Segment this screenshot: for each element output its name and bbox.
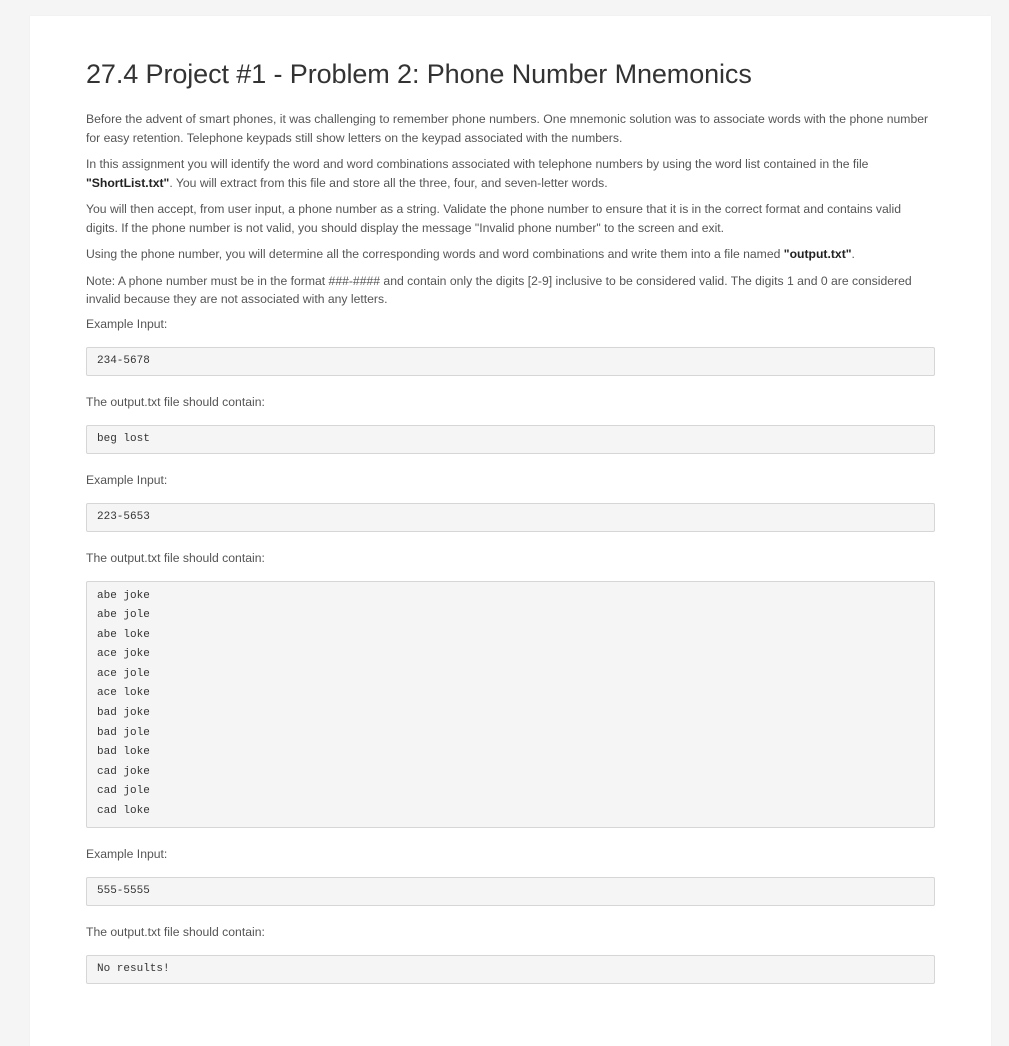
problem-content	[86, 58, 936, 1001]
example-output-code: beg lost	[86, 425, 935, 454]
example-input-code: 555-5555	[86, 877, 935, 906]
validation-paragraph: You will then accept, from user input, a phone number as a string. Validate the phone number to ensure that it is in the correct format and contains valid digits. If the phone number is not valid, you should display the message "Invalid phone number" to the screen and exit.	[86, 202, 901, 235]
output-text-end: .	[851, 247, 855, 261]
assignment-paragraph	[86, 155, 936, 192]
page-title: 27.4 Project #1 - Problem 2: Phone Number Mnemonics	[86, 59, 752, 89]
example-output-code: No results!	[86, 955, 935, 984]
example-input-label: Example Input:	[86, 472, 168, 487]
assignment-text: In this assignment you will identify the word and word combinations associated with telephone numbers by using the word list contained in the file	[86, 157, 869, 171]
output-paragraph	[86, 245, 936, 264]
example-input-label: Example Input:	[86, 846, 168, 861]
example-input-code: 223-5653	[86, 503, 935, 532]
example-output-label: The output.txt file should contain:	[86, 550, 265, 565]
assignment-text-end: . You will extract from this file and store all the three, four, and seven-letter words.	[169, 175, 608, 190]
example-input-code: 234-5678	[86, 347, 935, 376]
example-output-label: The output.txt file should contain:	[86, 924, 265, 939]
shortlist-filename: "ShortList.txt"	[86, 175, 170, 190]
output-text: Using the phone number, you will determine all the corresponding words and word combinations and write them into a file named	[86, 247, 784, 261]
intro-paragraph: Before the advent of smart phones, it was challenging to remember phone numbers. One mnemonic solution was to associate words with the phone number for easy retention. Telephone keypads still show letters on the keypad associated with the numbers.	[86, 112, 929, 145]
content-card	[30, 16, 991, 1046]
example-output-label: The output.txt file should contain:	[86, 394, 265, 409]
output-filename: "output.txt"	[783, 247, 852, 261]
note-paragraph: Note: A phone number must be in the format ###-#### and contain only the digits [2-9] inclusive to be considered valid. The digits 1 and 0 are considered invalid because they are not associated with any letters.	[86, 273, 912, 306]
example-output-code: abe joke abe jole abe loke ace joke ace jole ace loke bad joke bad jole bad loke cad joke cad jole cad loke	[86, 581, 935, 828]
example-input-label: Example Input:	[86, 316, 168, 331]
